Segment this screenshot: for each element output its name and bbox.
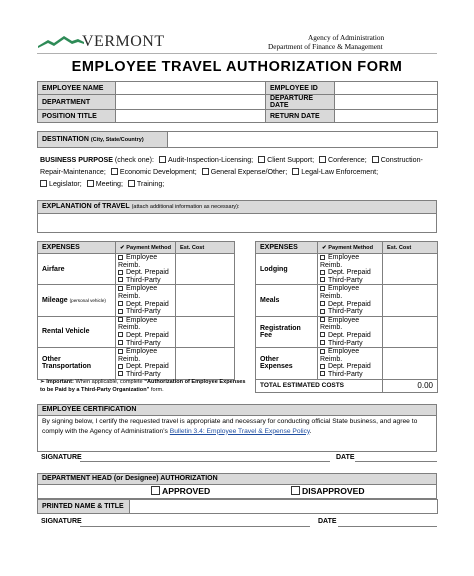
approved-checkbox[interactable] <box>151 486 160 495</box>
expense-rental-label: Rental Vehicle <box>38 316 116 347</box>
method-label: Employee Reimb. <box>320 316 360 332</box>
method-checkbox[interactable] <box>118 364 123 369</box>
employee-name-field[interactable] <box>116 82 266 95</box>
method-label: Dept. Prepaid <box>328 300 371 308</box>
disapproved-label: DISAPPROVED <box>302 486 365 496</box>
method-checkbox[interactable] <box>320 270 325 275</box>
purpose-checkbox[interactable] <box>292 168 299 175</box>
payment-method-options <box>116 316 176 347</box>
destination-hint: (City, State/Country) <box>90 137 144 143</box>
purpose-option: Meeting; <box>95 180 123 188</box>
est-cost-field[interactable] <box>383 348 438 379</box>
method-checkbox[interactable] <box>320 255 325 260</box>
expense-other-transport-label: Other Transportation <box>38 348 116 379</box>
method-checkbox[interactable] <box>320 349 325 354</box>
payment-method-col-header: ✔ Payment Method <box>116 242 176 254</box>
method-checkbox[interactable] <box>118 371 123 376</box>
payment-method-options <box>318 285 383 316</box>
method-checkbox[interactable] <box>320 340 325 345</box>
purpose-option: Training; <box>136 180 165 188</box>
payment-method-options <box>318 254 383 285</box>
dept-date-line[interactable] <box>338 526 437 527</box>
certification-text: By signing below, I certify the requested travel is appropriate and necessary for conducting official State business, and agree to comply with the Agency of Administration’s <box>42 418 418 435</box>
destination-label <box>38 132 168 148</box>
dept-head-printed-name-table <box>37 499 438 514</box>
expense-other-expenses-label: Other Expenses <box>256 348 318 379</box>
logo-text: VERMONT <box>82 33 165 50</box>
certification-text-end: . <box>309 427 312 435</box>
certification-body <box>37 416 437 452</box>
method-label: Third-Party <box>328 339 363 347</box>
position-title-field[interactable] <box>116 110 266 123</box>
payment-method-options <box>318 316 383 347</box>
est-cost-field[interactable] <box>383 316 438 347</box>
dept-signature-label: SIGNATURE <box>41 518 82 525</box>
purpose-option: Legislator; <box>49 180 82 188</box>
est-cost-field[interactable] <box>383 254 438 285</box>
method-label: Dept. Prepaid <box>328 363 371 371</box>
agency-block <box>268 33 418 51</box>
purpose-checkbox[interactable] <box>372 156 379 163</box>
method-label: Third-Party <box>328 276 363 284</box>
purpose-checkbox[interactable] <box>87 180 94 187</box>
printed-name-field[interactable] <box>130 500 438 514</box>
important-note <box>40 378 250 394</box>
employee-name-label: EMPLOYEE NAME <box>38 82 116 95</box>
method-label: Dept. Prepaid <box>328 331 371 339</box>
est-cost-field[interactable] <box>176 316 235 347</box>
printed-name-label: PRINTED NAME & TITLE <box>38 500 130 514</box>
purpose-checkbox[interactable] <box>319 156 326 163</box>
third-party-form-name: “Authorization of Employee Expenses to be Paid by a Third-Party Organization” <box>40 379 246 394</box>
certification-header: EMPLOYEE CERTIFICATION <box>37 404 437 416</box>
employee-signature-line[interactable] <box>80 461 330 462</box>
method-checkbox[interactable] <box>320 286 325 291</box>
method-label: Employee Reimb. <box>320 348 360 363</box>
method-checkbox[interactable] <box>320 309 325 314</box>
purpose-checkbox[interactable] <box>128 180 135 187</box>
method-label: Employee Reimb. <box>118 348 158 363</box>
expense-meals-label: Meals <box>256 285 318 316</box>
est-cost-field[interactable] <box>176 348 235 379</box>
method-checkbox[interactable] <box>118 277 123 282</box>
departure-date-field[interactable] <box>335 95 438 110</box>
total-costs-label: TOTAL ESTIMATED COSTS <box>256 379 383 392</box>
purpose-option: Economic Development; <box>119 168 197 176</box>
dept-signature-line[interactable] <box>80 526 310 527</box>
disapproved-option <box>288 486 365 496</box>
est-cost-field[interactable] <box>176 285 235 316</box>
est-cost-col-header: Est. Cost <box>176 242 235 254</box>
payment-method-options <box>116 348 176 379</box>
method-checkbox[interactable] <box>320 317 325 322</box>
method-checkbox[interactable] <box>320 364 325 369</box>
method-checkbox[interactable] <box>118 309 123 314</box>
method-label: Third-Party <box>126 308 161 316</box>
approved-label: APPROVED <box>162 486 211 496</box>
purpose-checkbox[interactable] <box>258 156 265 163</box>
explanation-hint: (attach additional information as necessary): <box>131 204 240 210</box>
expenses-col-header: EXPENSES <box>256 242 318 254</box>
important-prefix: ➢ Important: <box>40 379 74 385</box>
method-label: Employee Reimb. <box>118 316 158 332</box>
explanation-header <box>37 200 437 214</box>
method-checkbox[interactable] <box>320 371 325 376</box>
est-cost-field[interactable] <box>383 285 438 316</box>
dept-date-label: DATE <box>318 518 337 525</box>
method-label: Third-Party <box>328 308 363 316</box>
purpose-option: Audit-Inspection-Licensing; <box>167 156 254 164</box>
method-checkbox[interactable] <box>118 349 123 354</box>
employee-date-line[interactable] <box>355 461 437 462</box>
method-label: Employee Reimb. <box>320 254 360 269</box>
purpose-option: Legal-Law Enforcement; <box>301 168 379 176</box>
method-label: Dept. Prepaid <box>126 269 169 277</box>
method-label: Dept. Prepaid <box>126 331 169 339</box>
total-costs-value: 0.00 <box>383 379 438 392</box>
method-label: Dept. Prepaid <box>126 300 169 308</box>
mileage-text: Mileage <box>42 297 68 305</box>
method-label: Third-Party <box>328 370 363 378</box>
purpose-checkbox[interactable] <box>202 168 209 175</box>
mileage-note: (personal vehicle) <box>69 298 106 304</box>
payment-method-col-header: ✔ Payment Method <box>318 242 383 254</box>
agency-line-1: Agency of Administration <box>308 33 385 42</box>
header-rule <box>37 53 437 54</box>
return-date-label: RETURN DATE <box>266 110 335 123</box>
method-checkbox[interactable] <box>118 332 123 337</box>
method-label: Employee Reimb. <box>118 254 158 269</box>
employee-info-table <box>37 81 438 123</box>
method-label: Employee Reimb. <box>320 285 360 300</box>
method-label: Third-Party <box>126 276 161 284</box>
method-checkbox[interactable] <box>118 301 123 306</box>
approved-option <box>148 486 210 496</box>
purpose-label: BUSINESS PURPOSE <box>40 156 113 164</box>
method-checkbox[interactable] <box>320 332 325 337</box>
expenses-table-right <box>255 241 438 393</box>
method-checkbox[interactable] <box>118 270 123 275</box>
est-cost-col-header: Est. Cost <box>383 242 438 254</box>
destination-table <box>37 131 438 148</box>
purpose-option: Conference; <box>328 156 367 164</box>
purpose-checkbox[interactable] <box>159 156 166 163</box>
policy-link[interactable]: Bulletin 3.4: Employee Travel & Expense Policy <box>169 427 310 435</box>
method-checkbox[interactable] <box>320 301 325 306</box>
expense-lodging-label: Lodging <box>256 254 318 285</box>
expenses-col-header: EXPENSES <box>38 242 116 254</box>
method-label: Third-Party <box>126 370 161 378</box>
department-label: DEPARTMENT <box>38 95 116 110</box>
method-label: Third-Party <box>126 339 161 347</box>
page-title: EMPLOYEE TRAVEL AUTHORIZATION FORM <box>71 59 403 75</box>
method-checkbox[interactable] <box>118 255 123 260</box>
purpose-option: Construction- <box>380 156 423 164</box>
method-checkbox[interactable] <box>118 317 123 322</box>
purpose-option: Repair-Maintenance; <box>40 168 106 176</box>
expense-registration-label: Registration Fee <box>256 316 318 347</box>
purpose-option: Client Support; <box>267 156 315 164</box>
est-cost-field[interactable] <box>176 254 235 285</box>
employee-id-field[interactable] <box>335 82 438 95</box>
method-checkbox[interactable] <box>118 286 123 291</box>
method-label: Dept. Prepaid <box>328 269 371 277</box>
disapproved-checkbox[interactable] <box>291 486 300 495</box>
method-checkbox[interactable] <box>320 277 325 282</box>
method-label: Employee Reimb. <box>118 285 158 300</box>
method-checkbox[interactable] <box>118 340 123 345</box>
department-field[interactable] <box>116 95 266 110</box>
employee-signature-label: SIGNATURE <box>41 454 82 461</box>
expense-mileage-label <box>38 285 116 316</box>
payment-method-options <box>116 254 176 285</box>
important-text-1: When applicable, complete <box>75 379 143 385</box>
payment-method-options <box>116 285 176 316</box>
return-date-field[interactable] <box>335 110 438 123</box>
payment-method-options <box>318 348 383 379</box>
business-purpose <box>40 154 440 190</box>
explanation-label: EXPLANATION of TRAVEL <box>42 203 130 210</box>
purpose-checkbox[interactable] <box>111 168 118 175</box>
dept-head-header: DEPARTMENT HEAD (or Designee) AUTHORIZATION <box>37 473 437 485</box>
method-label: Dept. Prepaid <box>126 363 169 371</box>
employee-date-label: DATE <box>336 454 355 461</box>
destination-title: DESTINATION <box>42 136 89 143</box>
position-title-label: POSITION TITLE <box>38 110 116 123</box>
important-text-2: form. <box>150 387 164 394</box>
expense-airfare-label: Airfare <box>38 254 116 285</box>
departure-date-label: DEPARTURE DATE <box>266 95 335 110</box>
expenses-table-left <box>37 241 235 380</box>
destination-field[interactable] <box>168 132 438 148</box>
agency-line-2: Department of Finance & Management <box>268 42 383 51</box>
purpose-checkbox[interactable] <box>40 180 47 187</box>
employee-id-label: EMPLOYEE ID <box>266 82 335 95</box>
purpose-option: General Expense/Other; <box>210 168 288 176</box>
approval-row <box>37 485 437 499</box>
purpose-hint: (check one): <box>114 156 154 164</box>
explanation-field[interactable] <box>37 214 437 233</box>
